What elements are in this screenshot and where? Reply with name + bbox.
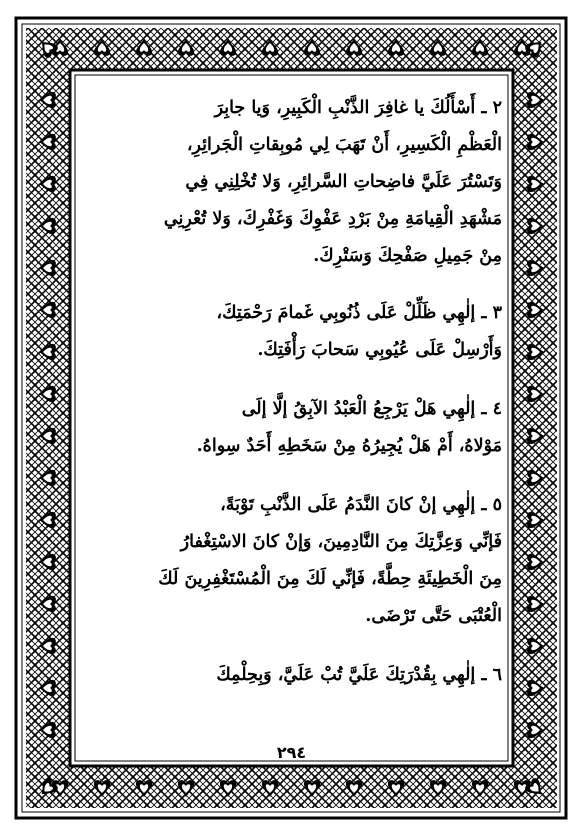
text-line: مَوْلاهُ، أَمْ هَلْ يُجِيرُهُ مِنْ سَخَطِهِ أَحَدٌ سِواهُ.	[196, 436, 502, 456]
page-number: ٢٩٤	[276, 743, 307, 762]
text-line: ٤ ـ إلٰهِي هَلْ يَرْجِعُ الْعَبْدُ الآبِقُ إلَّا إلَى	[241, 399, 502, 419]
prayer-text	[82, 82, 502, 722]
paragraph-2	[82, 90, 502, 275]
paragraph-5	[82, 487, 502, 635]
text-line: ٢ ـ أَسْأَلُكَ يا غافِرَ الذَّنْبِ الْكَبِيرِ، وَيا جابِرَ	[214, 98, 502, 118]
text-line: فَإنِّي وَعِزَّتِكَ مِنَ النَّادِمِينَ، وَإنْ كانَ الاسْتِغْفارُ	[180, 532, 502, 552]
paragraph-3	[82, 295, 502, 369]
text-line: مِنْ جَمِيلِ صَفْحِكَ وَسَتْرِكَ.	[313, 246, 502, 266]
text-line: ٦ ـ إلٰهِي بِقُدْرَتِكَ عَلَيَّ تُبْ عَلَيَّ، وَبِحِلْمِكَ	[216, 665, 502, 685]
text-line: مِنَ الْخَطِيئَةِ حِطَّةً، فَإنِّي لَكَ مِنَ الْمُسْتَغْفِرِينَ لَكَ	[158, 569, 502, 589]
paragraph-6	[82, 657, 502, 694]
text-line: ٥ ـ إلٰهِي إنْ كانَ النَّدَمُ عَلَى الذَّنْبِ تَوْبَةً،	[220, 495, 502, 515]
text-line: وَأَرْسِلْ عَلَى عُيُوبِي سَحابَ رَأْفَتِكَ.	[257, 340, 502, 360]
text-line: الْعَظْمِ الْكَسِيرِ، أَنْ تَهَبَ لِي مُوبِقاتِ الْجَرائِرِ،	[186, 135, 502, 155]
text-line: الْعُتْبَى حَتَّى تَرْضَى.	[365, 606, 502, 626]
text-line: وَتَسْتُرَ عَلَيَّ فاضِحاتِ السَّرائِرِ، وَلا تُخْلِنِي فِي	[185, 172, 502, 192]
text-line: ٣ ـ إلٰهِي ظَلِّلْ عَلَى ذُنُوبِي غَمامَ رَحْمَتِكَ،	[216, 303, 502, 323]
paragraph-4	[82, 391, 502, 465]
text-line: مَشْهَدِ الْقِيامَةِ مِنْ بَرْدِ عَفْوِكَ وَغَفْرِكَ، وَلا تُعْرِنِي	[163, 209, 502, 229]
